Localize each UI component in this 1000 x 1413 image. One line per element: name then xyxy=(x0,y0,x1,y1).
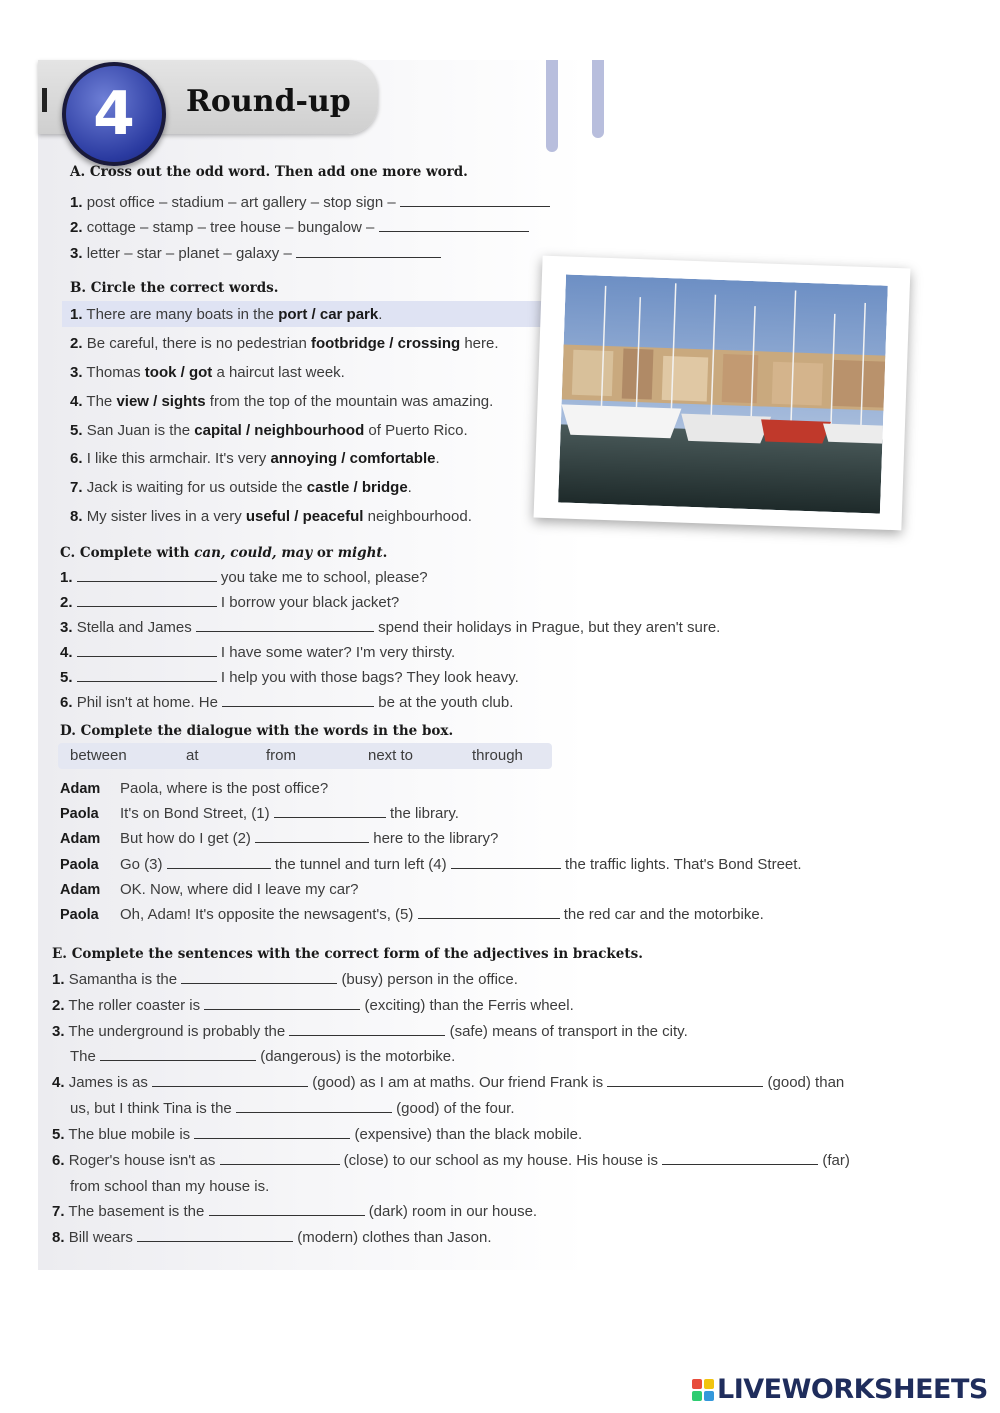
item-number: 7. xyxy=(52,1203,65,1220)
choice-words[interactable]: port / car park xyxy=(278,306,379,323)
item-text: (good) of the four. xyxy=(396,1100,515,1117)
section-a-item xyxy=(70,219,529,236)
dialogue-text: the tunnel and turn left (4) xyxy=(274,856,447,873)
dialogue-line xyxy=(120,856,802,873)
section-e-line xyxy=(52,971,518,988)
speaker-name: Paola xyxy=(60,806,99,822)
section-a-heading: A. Cross out the odd word. Then add one more word. xyxy=(70,164,468,180)
item-text: . xyxy=(407,479,412,496)
section-c-item xyxy=(60,569,428,586)
speaker-name: Paola xyxy=(60,857,99,873)
item-number: 4. xyxy=(70,393,83,410)
harbour-photo xyxy=(558,274,888,513)
speaker-name: Adam xyxy=(60,781,101,797)
item-number: 3. xyxy=(70,364,83,381)
item-text: neighbourhood. xyxy=(363,508,472,525)
section-b-item xyxy=(70,364,345,381)
answer-blank[interactable] xyxy=(167,856,271,869)
item-text: (modern) clothes than Jason. xyxy=(297,1229,492,1246)
header-tick-mark xyxy=(42,88,47,112)
item-text: Thomas xyxy=(86,364,145,381)
answer-blank[interactable] xyxy=(220,1152,340,1165)
answer-blank[interactable] xyxy=(77,594,217,607)
liveworksheets-logo[interactable] xyxy=(692,1374,988,1405)
section-b-item xyxy=(70,479,412,496)
item-number: 5. xyxy=(70,422,83,439)
speaker-name: Paola xyxy=(60,907,99,923)
section-b-item xyxy=(70,508,472,525)
item-text: I borrow your black jacket? xyxy=(220,594,400,611)
answer-blank[interactable] xyxy=(194,1126,350,1139)
answer-blank[interactable] xyxy=(451,856,561,869)
section-b-item xyxy=(70,306,382,323)
answer-blank[interactable] xyxy=(209,1203,365,1216)
item-number: 2. xyxy=(52,997,65,1014)
dialogue-text: here to the library? xyxy=(373,830,499,847)
dialogue-line xyxy=(120,830,498,847)
section-a-item xyxy=(70,245,441,262)
item-number: 1. xyxy=(60,569,73,586)
item-number: 6. xyxy=(70,450,83,467)
section-b-heading: B. Circle the correct words. xyxy=(70,280,279,296)
dialogue-text: Oh, Adam! It's opposite the newsagent's, (5) xyxy=(120,906,414,923)
item-text: spend their holidays in Prague, but they aren't sure. xyxy=(378,619,721,636)
item-number: 6. xyxy=(52,1152,65,1169)
item-number: 2. xyxy=(60,594,73,611)
unit-number-badge: 4 xyxy=(62,62,166,166)
section-e-line xyxy=(70,1100,515,1117)
section-b-item xyxy=(70,335,499,352)
item-text: a haircut last week. xyxy=(212,364,345,381)
item-text: cottage – stamp – tree house – bungalow – xyxy=(86,219,375,236)
answer-blank[interactable] xyxy=(222,694,374,707)
speaker-name: Adam xyxy=(60,882,101,898)
answer-blank[interactable] xyxy=(296,245,441,258)
item-text: . xyxy=(435,450,440,467)
choice-words[interactable]: view / sights xyxy=(116,393,206,410)
speaker-name: Adam xyxy=(60,831,101,847)
item-number: 4. xyxy=(60,644,73,661)
dialogue-text: OK. Now, where did I leave my car? xyxy=(120,881,359,898)
item-text: James is as xyxy=(68,1074,148,1091)
answer-blank[interactable] xyxy=(607,1074,763,1087)
answer-blank[interactable] xyxy=(100,1048,256,1061)
choice-words[interactable]: castle / bridge xyxy=(306,479,408,496)
section-e-line xyxy=(52,1023,688,1040)
item-text: The xyxy=(70,1048,96,1065)
item-text: Roger's house isn't as xyxy=(68,1152,216,1169)
dialogue-text: the library. xyxy=(389,805,459,822)
item-text: be at the youth club. xyxy=(378,694,514,711)
item-text: (exciting) than the Ferris wheel. xyxy=(364,997,574,1014)
section-c-item xyxy=(60,694,513,711)
heading-modal-words: can, could, may xyxy=(194,545,313,561)
item-text: Bill wears xyxy=(68,1229,133,1246)
item-text: Phil isn't at home. He xyxy=(76,694,218,711)
item-number: 3. xyxy=(60,619,73,636)
section-b-item xyxy=(70,450,440,467)
item-number: 5. xyxy=(60,669,73,686)
box-word: between xyxy=(70,747,127,764)
item-text: . xyxy=(378,306,383,323)
section-e-heading: E. Complete the sentences with the correct form of the adjectives in brackets. xyxy=(52,946,643,962)
item-text: (dark) room in our house. xyxy=(368,1203,538,1220)
item-text: (safe) means of transport in the city. xyxy=(449,1023,688,1040)
item-number: 2. xyxy=(70,219,83,236)
section-d-heading: D. Complete the dialogue with the words in the box. xyxy=(60,723,454,739)
item-text: from school than my house is. xyxy=(70,1178,270,1195)
section-e-line xyxy=(52,1152,850,1169)
item-number: 1. xyxy=(70,306,83,323)
item-text: letter – star – planet – galaxy – xyxy=(86,245,292,262)
item-text: here. xyxy=(460,335,499,352)
item-number: 7. xyxy=(70,479,83,496)
item-text: Stella and James xyxy=(76,619,192,636)
section-c-item xyxy=(60,644,455,661)
item-text: (expensive) than the black mobile. xyxy=(354,1126,583,1143)
answer-blank[interactable] xyxy=(152,1074,308,1087)
item-text: (good) than xyxy=(767,1074,845,1091)
item-text: The basement is the xyxy=(68,1203,205,1220)
choice-words[interactable]: took / got xyxy=(144,364,213,381)
heading-text: . xyxy=(382,545,388,561)
section-e-line xyxy=(52,1074,844,1091)
item-number: 6. xyxy=(60,694,73,711)
item-text: of Puerto Rico. xyxy=(364,422,468,439)
item-text: There are many boats in the xyxy=(86,306,279,323)
section-e-line xyxy=(52,1126,582,1143)
choice-words[interactable]: annoying / comfortable xyxy=(270,450,436,467)
item-text: Jack is waiting for us outside the xyxy=(86,479,307,496)
section-c-item xyxy=(60,594,399,611)
item-text: San Juan is the xyxy=(86,422,195,439)
dialogue-text: the red car and the motorbike. xyxy=(563,906,764,923)
item-number: 1. xyxy=(70,194,83,211)
item-text: My sister lives in a very xyxy=(86,508,246,525)
dialogue-text: Paola, where is the post office? xyxy=(120,780,329,797)
item-number: 8. xyxy=(70,508,83,525)
heading-modal-word: might xyxy=(337,545,383,561)
box-word: at xyxy=(186,747,199,764)
answer-blank[interactable] xyxy=(236,1100,392,1113)
item-text: The xyxy=(86,393,117,410)
item-text: Samantha is the xyxy=(68,971,178,988)
dialogue-line xyxy=(120,881,358,898)
item-text: post office – stadium – art gallery – stop sign – xyxy=(86,194,396,211)
item-text: (good) as I am at maths. Our friend Frank is xyxy=(312,1074,604,1091)
dialogue-line xyxy=(120,780,328,797)
answer-blank[interactable] xyxy=(204,997,360,1010)
section-e-line xyxy=(70,1048,455,1065)
item-text: (close) to our school as my house. His house is xyxy=(343,1152,658,1169)
answer-blank[interactable] xyxy=(662,1152,818,1165)
choice-words[interactable]: footbridge / crossing xyxy=(310,335,461,352)
item-text: Be careful, there is no pedestrian xyxy=(86,335,311,352)
answer-blank[interactable] xyxy=(274,805,386,818)
section-c-item xyxy=(60,669,519,686)
item-text: I help you with those bags? They look heavy. xyxy=(220,669,519,686)
item-text: I have some water? I'm very thirsty. xyxy=(220,644,456,661)
section-e-line xyxy=(52,997,574,1014)
answer-blank[interactable] xyxy=(77,644,217,657)
answer-blank[interactable] xyxy=(196,619,374,632)
dialogue-text: But how do I get (2) xyxy=(120,830,251,847)
page-title: Round-up xyxy=(186,84,351,119)
choice-words[interactable]: capital / neighbourhood xyxy=(194,422,365,439)
item-number: 5. xyxy=(52,1126,65,1143)
logo-icon xyxy=(692,1379,714,1401)
answer-blank[interactable] xyxy=(418,906,560,919)
item-number: 3. xyxy=(52,1023,65,1040)
item-number: 2. xyxy=(70,335,83,352)
box-word: next to xyxy=(368,747,414,764)
answer-blank[interactable] xyxy=(181,971,337,984)
harbour-photo-frame xyxy=(534,256,911,531)
item-number: 4. xyxy=(52,1074,65,1091)
answer-blank[interactable] xyxy=(77,669,217,682)
section-c-heading xyxy=(60,545,387,561)
answer-blank[interactable] xyxy=(77,569,217,582)
item-number: 1. xyxy=(52,971,65,988)
dialogue-line xyxy=(120,805,459,822)
box-word: through xyxy=(472,747,523,764)
heading-text: C. Complete with xyxy=(60,545,195,561)
item-text: I like this armchair. It's very xyxy=(86,450,271,467)
item-text: (far) xyxy=(822,1152,850,1169)
logo-text: LIVEWORKSHEETS xyxy=(717,1374,988,1405)
item-text: (busy) person in the office. xyxy=(341,971,518,988)
answer-blank[interactable] xyxy=(137,1229,293,1242)
section-e-line xyxy=(52,1229,492,1246)
item-text: from the top of the mountain was amazing. xyxy=(205,393,494,410)
decorative-bar xyxy=(546,60,558,152)
section-a-item xyxy=(70,194,550,211)
dialogue-text: It's on Bond Street, (1) xyxy=(120,805,270,822)
item-text: The roller coaster is xyxy=(68,997,201,1014)
section-e-line xyxy=(52,1203,537,1220)
decorative-bar xyxy=(592,60,604,138)
item-number: 3. xyxy=(70,245,83,262)
heading-text: or xyxy=(312,545,338,561)
dialogue-text: Go (3) xyxy=(120,856,163,873)
answer-blank[interactable] xyxy=(400,194,550,207)
item-text: you take me to school, please? xyxy=(220,569,428,586)
choice-words[interactable]: useful / peaceful xyxy=(245,508,364,525)
item-text: The underground is probably the xyxy=(68,1023,286,1040)
dialogue-text: the traffic lights. That's Bond Street. xyxy=(564,856,802,873)
answer-blank[interactable] xyxy=(255,830,369,843)
box-word: from xyxy=(266,747,296,764)
section-c-item xyxy=(60,619,720,636)
section-e-line xyxy=(70,1178,269,1195)
section-b-item xyxy=(70,422,468,439)
dialogue-line xyxy=(120,906,764,923)
item-number: 8. xyxy=(52,1229,65,1246)
item-text: us, but I think Tina is the xyxy=(70,1100,232,1117)
answer-blank[interactable] xyxy=(379,219,529,232)
section-b-item xyxy=(70,393,493,410)
item-text: (dangerous) is the motorbike. xyxy=(260,1048,456,1065)
answer-blank[interactable] xyxy=(289,1023,445,1036)
item-text: The blue mobile is xyxy=(68,1126,191,1143)
